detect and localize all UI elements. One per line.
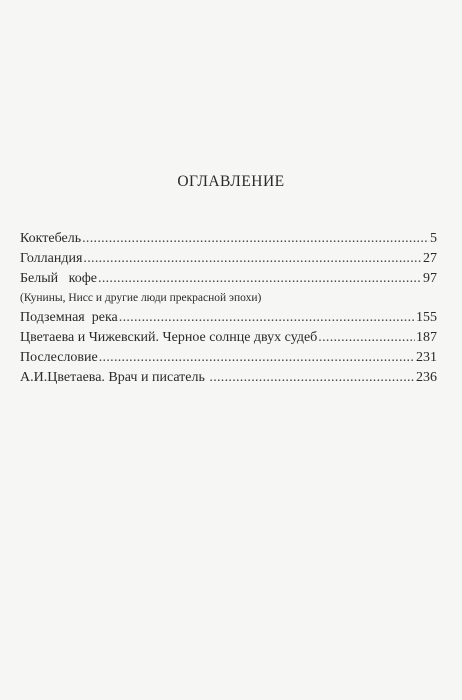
dot-leader (82, 229, 429, 249)
toc-entry-gollandiya (20, 249, 437, 269)
toc-entry-title: Цветаева и Чижевский. Черное солнце двух судеб (20, 330, 318, 345)
toc-entry-podzemnaya-reka (20, 308, 437, 328)
toc-entry-belyy-kofe (20, 269, 437, 289)
toc-entry-koktebel (20, 229, 437, 249)
toc-entry-title: Белый кофе (20, 271, 98, 286)
toc-entry-title: Голландия (20, 251, 83, 266)
toc-entry-subtitle: (Кунины, Нисс и другие люди прекрасной эпохи) (20, 292, 262, 304)
toc-entry-title: Послесловие (20, 350, 98, 365)
dot-leader (99, 348, 415, 368)
toc-entry-posleslovie (20, 348, 437, 368)
dot-leader (98, 269, 422, 289)
toc-entry-page: 27 (423, 251, 437, 266)
toc-entry-vrach-i-pisatel (20, 368, 437, 388)
toc-entry-tsvetaeva-chizhevskiy (20, 328, 437, 348)
toc-entry-page: 97 (423, 271, 437, 286)
dot-leader (83, 249, 422, 269)
table-of-contents (20, 229, 437, 388)
toc-entry-page: 236 (416, 370, 437, 385)
dot-leader (119, 308, 415, 328)
toc-entry-page: 187 (416, 330, 437, 345)
toc-entry-title: Подземная река (20, 310, 118, 325)
toc-entry-title: Коктебель (20, 231, 82, 246)
toc-entry-page: 155 (416, 310, 437, 325)
dot-leader (318, 328, 415, 348)
toc-entry-page: 5 (430, 231, 437, 246)
page-title: ОГЛАВЛЕНИЕ (177, 173, 285, 190)
toc-entry-page: 231 (416, 350, 437, 365)
dot-leader (209, 368, 415, 388)
toc-entry-title: А.И.Цветаева. Врач и писатель (20, 370, 209, 385)
